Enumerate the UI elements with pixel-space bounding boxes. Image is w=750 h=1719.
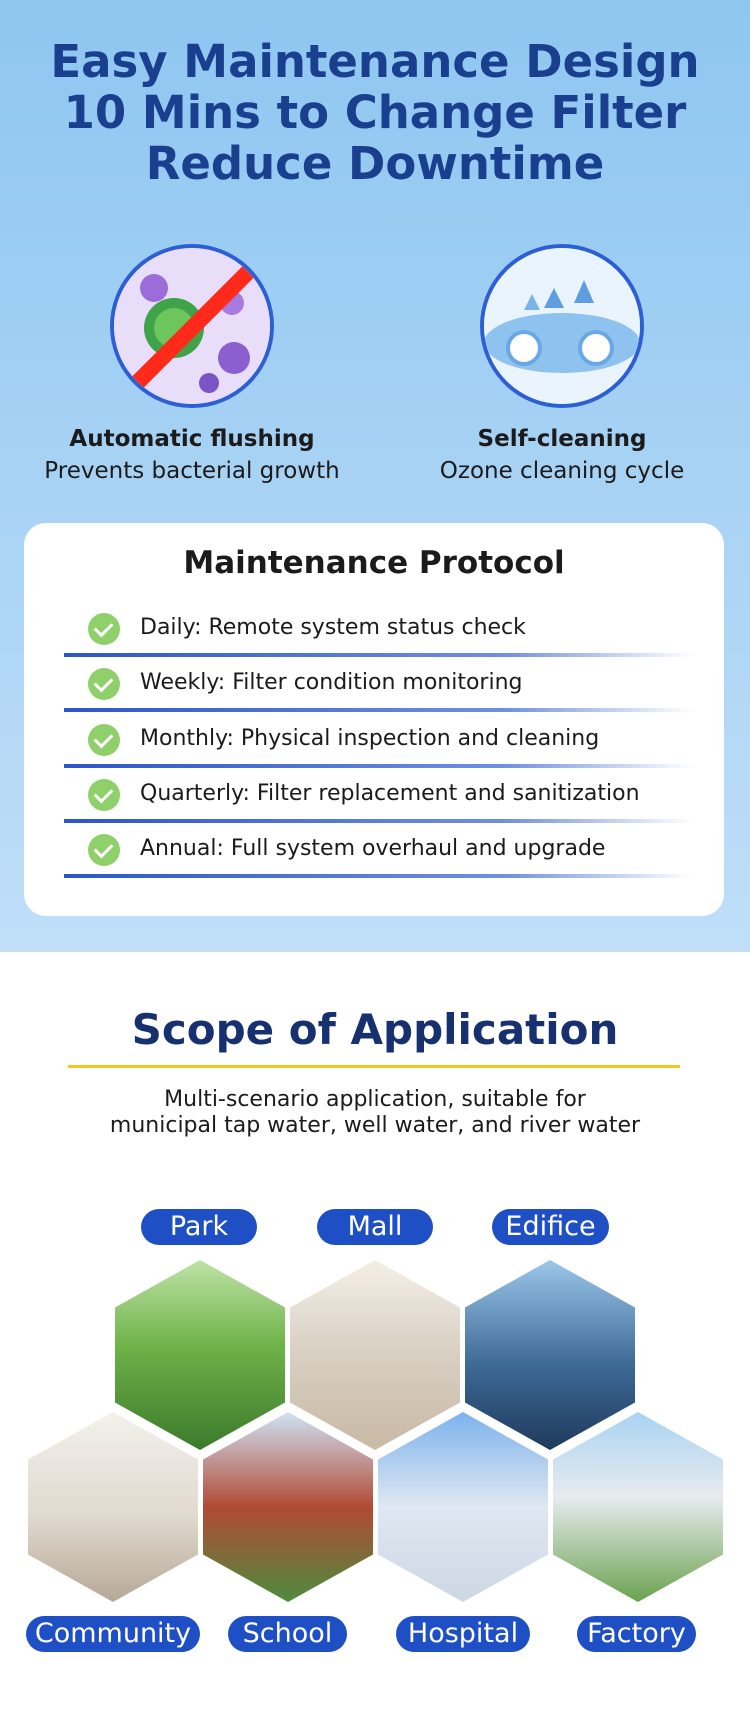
card-title: Maintenance Protocol xyxy=(183,545,565,581)
title-underline xyxy=(68,1065,680,1068)
edifice-image xyxy=(465,1260,635,1450)
feature-title: Automatic flushing xyxy=(69,426,315,452)
feature-title: Self-cleaning xyxy=(477,426,647,452)
label-edifice: Edifice xyxy=(492,1209,609,1245)
divider xyxy=(64,874,692,878)
protocol-item-text: Annual: Full system overhaul and upgrade xyxy=(140,836,606,861)
feature-automatic-flushing xyxy=(22,244,362,484)
protocol-item-text: Monthly: Physical inspection and cleaning xyxy=(140,726,600,751)
feature-self-cleaning xyxy=(392,244,732,484)
label-community: Community xyxy=(26,1616,200,1652)
factory-image xyxy=(553,1412,723,1602)
maintenance-protocol-card xyxy=(24,523,724,916)
protocol-item-text: Daily: Remote system status check xyxy=(140,615,526,640)
feature-subtitle: Ozone cleaning cycle xyxy=(439,458,685,484)
headline-line-2: 10 Mins to Change Filter xyxy=(63,86,687,139)
hospital-image xyxy=(378,1412,548,1602)
scope-title: Scope of Application xyxy=(131,1005,619,1054)
check-icon xyxy=(88,724,120,756)
mall-image xyxy=(290,1260,460,1450)
divider xyxy=(64,764,692,768)
label-hospital: Hospital xyxy=(396,1616,530,1652)
protocol-item-text: Quarterly: Filter replacement and sanitization xyxy=(140,781,640,806)
check-icon xyxy=(88,668,120,700)
check-icon xyxy=(88,834,120,866)
scope-description-line-2: municipal tap water, well water, and river water xyxy=(109,1113,641,1138)
scope-description-line-1: Multi-scenario application, suitable for xyxy=(164,1087,586,1112)
divider xyxy=(64,708,692,712)
check-icon xyxy=(88,613,120,645)
school-image xyxy=(203,1412,373,1602)
headline-line-1: Easy Maintenance Design xyxy=(50,35,700,88)
protocol-item-daily xyxy=(64,603,692,657)
feature-subtitle: Prevents bacterial growth xyxy=(44,458,340,484)
divider xyxy=(64,653,692,657)
park-image xyxy=(115,1260,285,1450)
label-school: School xyxy=(228,1616,347,1652)
community-image xyxy=(28,1412,198,1602)
protocol-item-weekly xyxy=(64,658,692,712)
self-cleaning-icon xyxy=(480,244,644,408)
headline xyxy=(0,36,750,189)
check-icon xyxy=(88,779,120,811)
divider xyxy=(64,819,692,823)
headline-line-3: Reduce Downtime xyxy=(145,137,605,190)
protocol-item-quarterly xyxy=(64,769,692,823)
protocol-item-monthly xyxy=(64,714,692,768)
protocol-item-text: Weekly: Filter condition monitoring xyxy=(140,670,523,695)
label-park: Park xyxy=(141,1209,257,1245)
scope-description xyxy=(0,1087,750,1139)
label-mall: Mall xyxy=(317,1209,433,1245)
label-factory: Factory xyxy=(577,1616,696,1652)
no-bacteria-icon xyxy=(110,244,274,408)
protocol-item-annual xyxy=(64,824,692,878)
